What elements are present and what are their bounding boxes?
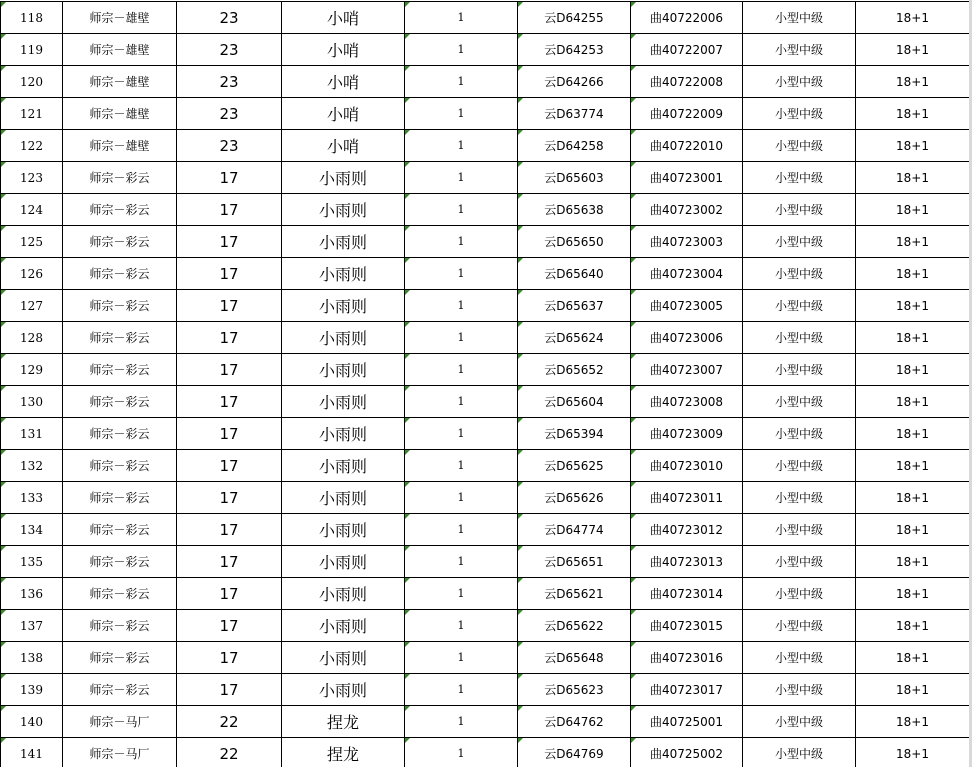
seat-spec-cell[interactable]: 18+1 xyxy=(856,66,970,98)
vehicle-type-cell[interactable]: 小型中级 xyxy=(743,98,856,130)
permit-number-cell[interactable]: 曲40723010 xyxy=(631,450,743,482)
vehicle-type-cell[interactable]: 小型中级 xyxy=(743,578,856,610)
plate-number-cell[interactable]: 云D65624 xyxy=(518,322,631,354)
seat-spec-cell[interactable]: 18+1 xyxy=(856,674,970,706)
quantity-cell[interactable]: 1 xyxy=(405,322,518,354)
seat-spec-cell[interactable]: 18+1 xyxy=(856,322,970,354)
route-number-cell[interactable]: 22 xyxy=(177,706,282,738)
plate-number-cell[interactable]: 云D65621 xyxy=(518,578,631,610)
plate-number-cell[interactable]: 云D65640 xyxy=(518,258,631,290)
table-row xyxy=(1,130,970,162)
route-number-cell[interactable]: 23 xyxy=(177,130,282,162)
route-cell[interactable]: 师宗－马厂 xyxy=(63,738,177,767)
vehicle-type-cell[interactable]: 小型中级 xyxy=(743,226,856,258)
location-cell[interactable]: 小哨 xyxy=(282,66,405,98)
quantity-cell[interactable]: 1 xyxy=(405,226,518,258)
route-cell[interactable]: 师宗－马厂 xyxy=(63,706,177,738)
quantity-cell[interactable]: 1 xyxy=(405,674,518,706)
route-number-cell[interactable]: 17 xyxy=(177,546,282,578)
quantity-cell[interactable]: 1 xyxy=(405,386,518,418)
permit-number-cell[interactable]: 曲40723002 xyxy=(631,194,743,226)
vehicle-type-cell[interactable]: 小型中级 xyxy=(743,2,856,34)
plate-number-cell[interactable]: 云D64255 xyxy=(518,2,631,34)
route-cell[interactable]: 师宗－彩云 xyxy=(63,642,177,674)
location-cell[interactable]: 小雨则 xyxy=(282,290,405,322)
permit-number-cell[interactable]: 曲40725002 xyxy=(631,738,743,767)
route-number-cell[interactable]: 17 xyxy=(177,642,282,674)
table-row xyxy=(1,322,970,354)
vehicle-type-cell[interactable]: 小型中级 xyxy=(743,674,856,706)
row-number-cell[interactable]: 122 xyxy=(1,130,63,162)
vehicle-type-cell[interactable]: 小型中级 xyxy=(743,482,856,514)
location-cell[interactable]: 小雨则 xyxy=(282,162,405,194)
table-row xyxy=(1,226,970,258)
row-number-cell[interactable]: 123 xyxy=(1,162,63,194)
table-row xyxy=(1,706,970,738)
route-cell[interactable]: 师宗－彩云 xyxy=(63,418,177,450)
route-cell[interactable]: 师宗－雄壁 xyxy=(63,2,177,34)
quantity-cell[interactable]: 1 xyxy=(405,354,518,386)
vehicle-type-cell[interactable]: 小型中级 xyxy=(743,450,856,482)
route-cell[interactable]: 师宗－彩云 xyxy=(63,290,177,322)
seat-spec-cell[interactable]: 18+1 xyxy=(856,194,970,226)
location-cell[interactable]: 小哨 xyxy=(282,34,405,66)
table-row xyxy=(1,354,970,386)
plate-number-cell[interactable]: 云D64769 xyxy=(518,738,631,767)
seat-spec-cell[interactable]: 18+1 xyxy=(856,610,970,642)
location-cell[interactable]: 小雨则 xyxy=(282,386,405,418)
table-row xyxy=(1,194,970,226)
plate-number-cell[interactable]: 云D65625 xyxy=(518,450,631,482)
table-row xyxy=(1,290,970,322)
row-number-cell[interactable]: 121 xyxy=(1,98,63,130)
vehicle-type-cell[interactable]: 小型中级 xyxy=(743,642,856,674)
data-table xyxy=(0,1,970,767)
seat-spec-cell[interactable]: 18+1 xyxy=(856,482,970,514)
plate-number-cell[interactable]: 云D65650 xyxy=(518,226,631,258)
table-row xyxy=(1,674,970,706)
route-number-cell[interactable]: 17 xyxy=(177,354,282,386)
table-row xyxy=(1,2,970,34)
vehicle-type-cell[interactable]: 小型中级 xyxy=(743,194,856,226)
row-number-cell[interactable]: 129 xyxy=(1,354,63,386)
quantity-cell[interactable]: 1 xyxy=(405,738,518,767)
route-cell[interactable]: 师宗－彩云 xyxy=(63,482,177,514)
seat-spec-cell[interactable]: 18+1 xyxy=(856,226,970,258)
vehicle-type-cell[interactable]: 小型中级 xyxy=(743,386,856,418)
permit-number-cell[interactable]: 曲40722006 xyxy=(631,2,743,34)
quantity-cell[interactable]: 1 xyxy=(405,162,518,194)
quantity-cell[interactable]: 1 xyxy=(405,482,518,514)
permit-number-cell[interactable]: 曲40723009 xyxy=(631,418,743,450)
vehicle-type-cell[interactable]: 小型中级 xyxy=(743,258,856,290)
route-cell[interactable]: 师宗－雄壁 xyxy=(63,130,177,162)
location-cell[interactable]: 小雨则 xyxy=(282,322,405,354)
permit-number-cell[interactable]: 曲40723007 xyxy=(631,354,743,386)
quantity-cell[interactable]: 1 xyxy=(405,450,518,482)
plate-number-cell[interactable]: 云D65652 xyxy=(518,354,631,386)
route-number-cell[interactable]: 17 xyxy=(177,258,282,290)
quantity-cell[interactable]: 1 xyxy=(405,418,518,450)
row-number-cell[interactable]: 138 xyxy=(1,642,63,674)
vehicle-type-cell[interactable]: 小型中级 xyxy=(743,610,856,642)
route-cell[interactable]: 师宗－彩云 xyxy=(63,258,177,290)
table-row xyxy=(1,66,970,98)
location-cell[interactable]: 小雨则 xyxy=(282,610,405,642)
row-number-cell[interactable]: 141 xyxy=(1,738,63,767)
row-number-cell[interactable]: 118 xyxy=(1,2,63,34)
location-cell[interactable]: 小雨则 xyxy=(282,450,405,482)
table-row xyxy=(1,258,970,290)
route-number-cell[interactable]: 17 xyxy=(177,578,282,610)
row-number-cell[interactable]: 140 xyxy=(1,706,63,738)
route-number-cell[interactable]: 17 xyxy=(177,418,282,450)
row-number-cell[interactable]: 127 xyxy=(1,290,63,322)
quantity-cell[interactable]: 1 xyxy=(405,706,518,738)
quantity-cell[interactable]: 1 xyxy=(405,610,518,642)
quantity-cell[interactable]: 1 xyxy=(405,642,518,674)
row-number-cell[interactable]: 128 xyxy=(1,322,63,354)
plate-number-cell[interactable]: 云D63774 xyxy=(518,98,631,130)
vehicle-type-cell[interactable]: 小型中级 xyxy=(743,290,856,322)
seat-spec-cell[interactable]: 18+1 xyxy=(856,130,970,162)
quantity-cell[interactable]: 1 xyxy=(405,290,518,322)
row-number-cell[interactable]: 136 xyxy=(1,578,63,610)
vehicle-type-cell[interactable]: 小型中级 xyxy=(743,354,856,386)
route-cell[interactable]: 师宗－彩云 xyxy=(63,322,177,354)
permit-number-cell[interactable]: 曲40723013 xyxy=(631,546,743,578)
route-cell[interactable]: 师宗－彩云 xyxy=(63,546,177,578)
seat-spec-cell[interactable]: 18+1 xyxy=(856,354,970,386)
seat-spec-cell[interactable]: 18+1 xyxy=(856,578,970,610)
route-number-cell[interactable]: 17 xyxy=(177,450,282,482)
table-row xyxy=(1,578,970,610)
permit-number-cell[interactable]: 曲40723005 xyxy=(631,290,743,322)
row-number-cell[interactable]: 134 xyxy=(1,514,63,546)
permit-number-cell[interactable]: 曲40723001 xyxy=(631,162,743,194)
quantity-cell[interactable]: 1 xyxy=(405,130,518,162)
vehicle-type-cell[interactable]: 小型中级 xyxy=(743,418,856,450)
quantity-cell[interactable]: 1 xyxy=(405,2,518,34)
route-number-cell[interactable]: 17 xyxy=(177,386,282,418)
row-number-cell[interactable]: 135 xyxy=(1,546,63,578)
vehicle-type-cell[interactable]: 小型中级 xyxy=(743,706,856,738)
row-number-cell[interactable]: 124 xyxy=(1,194,63,226)
table-row xyxy=(1,482,970,514)
route-cell[interactable]: 师宗－彩云 xyxy=(63,514,177,546)
table-row xyxy=(1,162,970,194)
quantity-cell[interactable]: 1 xyxy=(405,546,518,578)
route-number-cell[interactable]: 17 xyxy=(177,162,282,194)
permit-number-cell[interactable]: 曲40723011 xyxy=(631,482,743,514)
plate-number-cell[interactable]: 云D65651 xyxy=(518,546,631,578)
route-cell[interactable]: 师宗－彩云 xyxy=(63,226,177,258)
quantity-cell[interactable]: 1 xyxy=(405,258,518,290)
location-cell[interactable]: 小哨 xyxy=(282,2,405,34)
route-number-cell[interactable]: 17 xyxy=(177,514,282,546)
vehicle-type-cell[interactable]: 小型中级 xyxy=(743,34,856,66)
table-row xyxy=(1,642,970,674)
permit-number-cell[interactable]: 曲40723014 xyxy=(631,578,743,610)
route-cell[interactable]: 师宗－彩云 xyxy=(63,674,177,706)
vehicle-type-cell[interactable]: 小型中级 xyxy=(743,130,856,162)
route-number-cell[interactable]: 23 xyxy=(177,98,282,130)
plate-number-cell[interactable]: 云D65626 xyxy=(518,482,631,514)
route-cell[interactable]: 师宗－彩云 xyxy=(63,194,177,226)
permit-number-cell[interactable]: 曲40723016 xyxy=(631,642,743,674)
permit-number-cell[interactable]: 曲40722008 xyxy=(631,66,743,98)
row-number-cell[interactable]: 137 xyxy=(1,610,63,642)
table-row xyxy=(1,738,970,767)
route-number-cell[interactable]: 23 xyxy=(177,2,282,34)
route-number-cell[interactable]: 17 xyxy=(177,482,282,514)
seat-spec-cell[interactable]: 18+1 xyxy=(856,2,970,34)
vehicle-type-cell[interactable]: 小型中级 xyxy=(743,162,856,194)
seat-spec-cell[interactable]: 18+1 xyxy=(856,290,970,322)
plate-number-cell[interactable]: 云D65622 xyxy=(518,610,631,642)
row-number-cell[interactable]: 130 xyxy=(1,386,63,418)
quantity-cell[interactable]: 1 xyxy=(405,194,518,226)
route-cell[interactable]: 师宗－彩云 xyxy=(63,450,177,482)
seat-spec-cell[interactable]: 18+1 xyxy=(856,738,970,767)
route-number-cell[interactable]: 17 xyxy=(177,226,282,258)
quantity-cell[interactable]: 1 xyxy=(405,66,518,98)
seat-spec-cell[interactable]: 18+1 xyxy=(856,418,970,450)
seat-spec-cell[interactable]: 18+1 xyxy=(856,450,970,482)
plate-number-cell[interactable]: 云D65604 xyxy=(518,386,631,418)
location-cell[interactable]: 小哨 xyxy=(282,98,405,130)
permit-number-cell[interactable]: 曲40723008 xyxy=(631,386,743,418)
seat-spec-cell[interactable]: 18+1 xyxy=(856,546,970,578)
route-number-cell[interactable]: 17 xyxy=(177,674,282,706)
permit-number-cell[interactable]: 曲40723017 xyxy=(631,674,743,706)
location-cell[interactable]: 小雨则 xyxy=(282,194,405,226)
location-cell[interactable]: 小雨则 xyxy=(282,514,405,546)
location-cell[interactable]: 小雨则 xyxy=(282,674,405,706)
route-number-cell[interactable]: 17 xyxy=(177,610,282,642)
quantity-cell[interactable]: 1 xyxy=(405,514,518,546)
route-cell[interactable]: 师宗－雄壁 xyxy=(63,66,177,98)
seat-spec-cell[interactable]: 18+1 xyxy=(856,642,970,674)
route-cell[interactable]: 师宗－雄壁 xyxy=(63,34,177,66)
table-row xyxy=(1,34,970,66)
route-number-cell[interactable]: 17 xyxy=(177,194,282,226)
plate-number-cell[interactable]: 云D64774 xyxy=(518,514,631,546)
quantity-cell[interactable]: 1 xyxy=(405,98,518,130)
vehicle-type-cell[interactable]: 小型中级 xyxy=(743,66,856,98)
table-body xyxy=(1,2,970,767)
permit-number-cell[interactable]: 曲40723012 xyxy=(631,514,743,546)
permit-number-cell[interactable]: 曲40723004 xyxy=(631,258,743,290)
location-cell[interactable]: 小雨则 xyxy=(282,642,405,674)
plate-number-cell[interactable]: 云D65394 xyxy=(518,418,631,450)
permit-number-cell[interactable]: 曲40722007 xyxy=(631,34,743,66)
table-row xyxy=(1,98,970,130)
quantity-cell[interactable]: 1 xyxy=(405,578,518,610)
table-row xyxy=(1,386,970,418)
location-cell[interactable]: 小雨则 xyxy=(282,258,405,290)
row-number-cell[interactable]: 132 xyxy=(1,450,63,482)
location-cell[interactable]: 小哨 xyxy=(282,130,405,162)
location-cell[interactable]: 小雨则 xyxy=(282,418,405,450)
plate-number-cell[interactable]: 云D64258 xyxy=(518,130,631,162)
quantity-cell[interactable]: 1 xyxy=(405,34,518,66)
plate-number-cell[interactable]: 云D65637 xyxy=(518,290,631,322)
seat-spec-cell[interactable]: 18+1 xyxy=(856,98,970,130)
row-number-cell[interactable]: 131 xyxy=(1,418,63,450)
table-row xyxy=(1,610,970,642)
route-cell[interactable]: 师宗－雄壁 xyxy=(63,98,177,130)
permit-number-cell[interactable]: 曲40722009 xyxy=(631,98,743,130)
row-number-cell[interactable]: 139 xyxy=(1,674,63,706)
vehicle-type-cell[interactable]: 小型中级 xyxy=(743,546,856,578)
seat-spec-cell[interactable]: 18+1 xyxy=(856,258,970,290)
location-cell[interactable]: 小雨则 xyxy=(282,546,405,578)
row-number-cell[interactable]: 125 xyxy=(1,226,63,258)
plate-number-cell[interactable]: 云D65623 xyxy=(518,674,631,706)
table-row xyxy=(1,450,970,482)
vehicle-type-cell[interactable]: 小型中级 xyxy=(743,514,856,546)
route-cell[interactable]: 师宗－彩云 xyxy=(63,354,177,386)
permit-number-cell[interactable]: 曲40722010 xyxy=(631,130,743,162)
route-cell[interactable]: 师宗－彩云 xyxy=(63,610,177,642)
seat-spec-cell[interactable]: 18+1 xyxy=(856,162,970,194)
seat-spec-cell[interactable]: 18+1 xyxy=(856,514,970,546)
location-cell[interactable]: 小雨则 xyxy=(282,578,405,610)
row-number-cell[interactable]: 120 xyxy=(1,66,63,98)
location-cell[interactable]: 捏龙 xyxy=(282,738,405,767)
table-row xyxy=(1,546,970,578)
plate-number-cell[interactable]: 云D65603 xyxy=(518,162,631,194)
row-number-cell[interactable]: 126 xyxy=(1,258,63,290)
permit-number-cell[interactable]: 曲40723015 xyxy=(631,610,743,642)
seat-spec-cell[interactable]: 18+1 xyxy=(856,706,970,738)
permit-number-cell[interactable]: 曲40725001 xyxy=(631,706,743,738)
plate-number-cell[interactable]: 云D64266 xyxy=(518,66,631,98)
table-row xyxy=(1,418,970,450)
plate-number-cell[interactable]: 云D64762 xyxy=(518,706,631,738)
route-number-cell[interactable]: 22 xyxy=(177,738,282,767)
location-cell[interactable]: 小雨则 xyxy=(282,226,405,258)
vehicle-type-cell[interactable]: 小型中级 xyxy=(743,322,856,354)
route-cell[interactable]: 师宗－彩云 xyxy=(63,386,177,418)
permit-number-cell[interactable]: 曲40723006 xyxy=(631,322,743,354)
seat-spec-cell[interactable]: 18+1 xyxy=(856,386,970,418)
route-number-cell[interactable]: 17 xyxy=(177,322,282,354)
row-number-cell[interactable]: 119 xyxy=(1,34,63,66)
plate-number-cell[interactable]: 云D65648 xyxy=(518,642,631,674)
location-cell[interactable]: 小雨则 xyxy=(282,482,405,514)
route-number-cell[interactable]: 23 xyxy=(177,66,282,98)
location-cell[interactable]: 捏龙 xyxy=(282,706,405,738)
plate-number-cell[interactable]: 云D65638 xyxy=(518,194,631,226)
route-cell[interactable]: 师宗－彩云 xyxy=(63,578,177,610)
row-number-cell[interactable]: 133 xyxy=(1,482,63,514)
location-cell[interactable]: 小雨则 xyxy=(282,354,405,386)
plate-number-cell[interactable]: 云D64253 xyxy=(518,34,631,66)
seat-spec-cell[interactable]: 18+1 xyxy=(856,34,970,66)
route-cell[interactable]: 师宗－彩云 xyxy=(63,162,177,194)
vehicle-type-cell[interactable]: 小型中级 xyxy=(743,738,856,767)
route-number-cell[interactable]: 23 xyxy=(177,34,282,66)
route-number-cell[interactable]: 17 xyxy=(177,290,282,322)
permit-number-cell[interactable]: 曲40723003 xyxy=(631,226,743,258)
table-row xyxy=(1,514,970,546)
